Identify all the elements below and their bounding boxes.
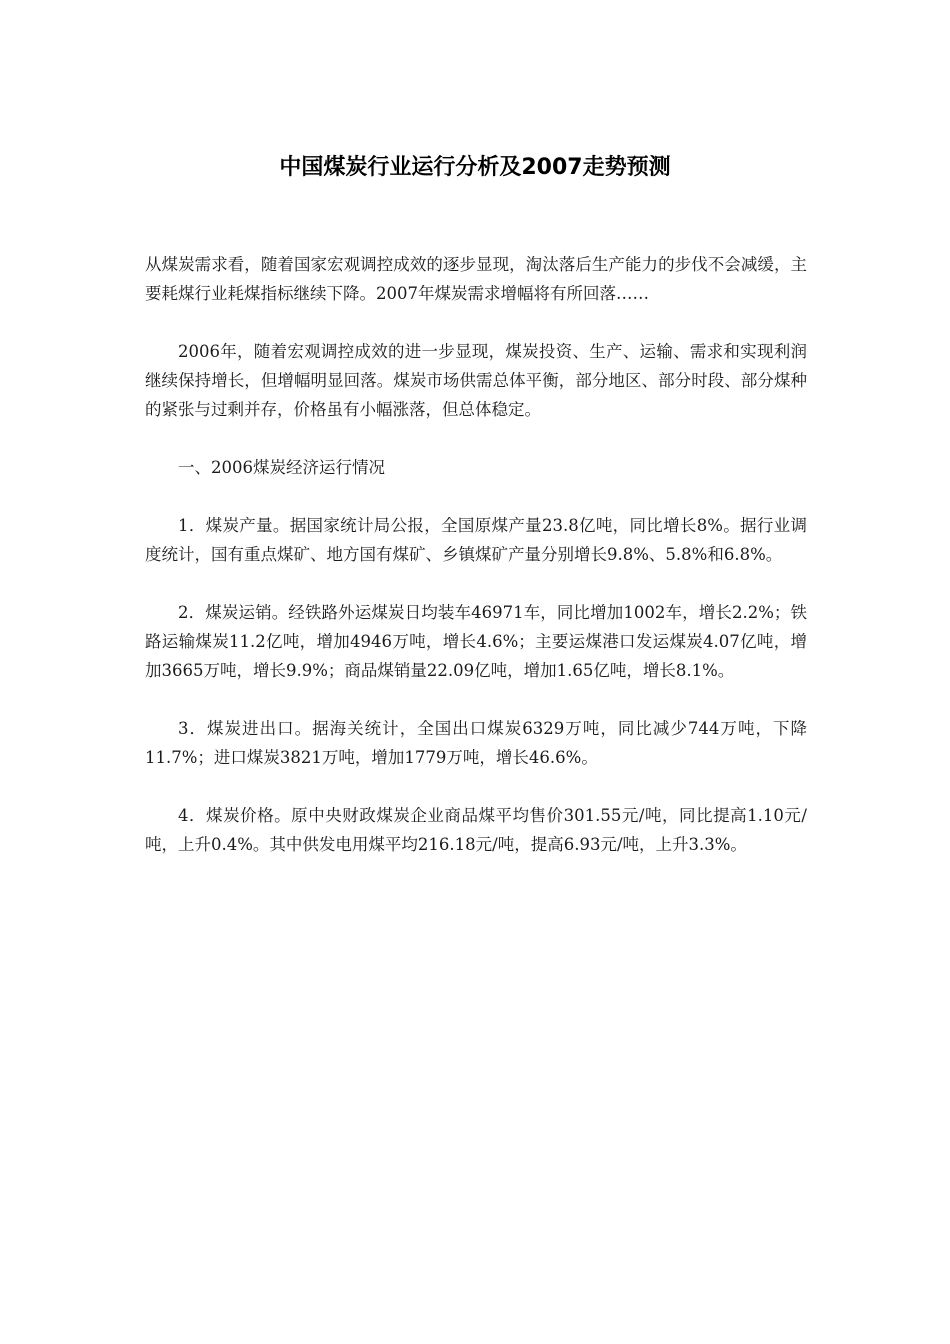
- paragraph-price: 4．煤炭价格。原中央财政煤炭企业商品煤平均售价301.55元/吨，同比提高1.10元/吨，上升0.4%。其中供发电用煤平均216.18元/吨，提高6.93元/吨，上升3.3%。: [145, 806, 807, 854]
- section-heading: 一、2006煤炭经济运行情况: [178, 458, 385, 477]
- paragraph-overview: 2006年，随着宏观调控成效的进一步显现，煤炭投资、生产、运输、需求和实现利润继续保持增长，但增幅明显回落。煤炭市场供需总体平衡，部分地区、部分时段、部分煤种的紧张与过剩并存，价格虽有小幅涨落，但总体稳定。: [145, 342, 807, 419]
- paragraph-import-export: 3．煤炭进出口。据海关统计，全国出口煤炭6329万吨，同比减少744万吨，下降11.7%；进口煤炭3821万吨，增加1779万吨，增长46.6%。: [145, 719, 807, 767]
- document-body: [145, 250, 807, 888]
- paragraph-transport-sales: 2．煤炭运销。经铁路外运煤炭日均装车46971车，同比增加1002车，增长2.2%；铁路运输煤炭11.2亿吨，增加4946万吨，增长4.6%；主要运煤港口发运煤炭4.07亿吨，增加3665万吨，增长9.9%；商品煤销量22.09亿吨，增加1.65亿吨，增长8.1%。: [145, 603, 807, 680]
- document-title: 中国煤炭行业运行分析及2007走势预测: [279, 155, 671, 180]
- paragraph-production: 1．煤炭产量。据国家统计局公报，全国原煤产量23.8亿吨，同比增长8%。据行业调度统计，国有重点煤矿、地方国有煤矿、乡镇煤矿产量分别增长9.8%、5.8%和6.8%。: [145, 516, 807, 564]
- paragraph-summary: 从煤炭需求看，随着国家宏观调控成效的逐步显现，淘汰落后生产能力的步伐不会减缓，主要耗煤行业耗煤指标继续下降。2007年煤炭需求增幅将有所回落……: [145, 255, 807, 303]
